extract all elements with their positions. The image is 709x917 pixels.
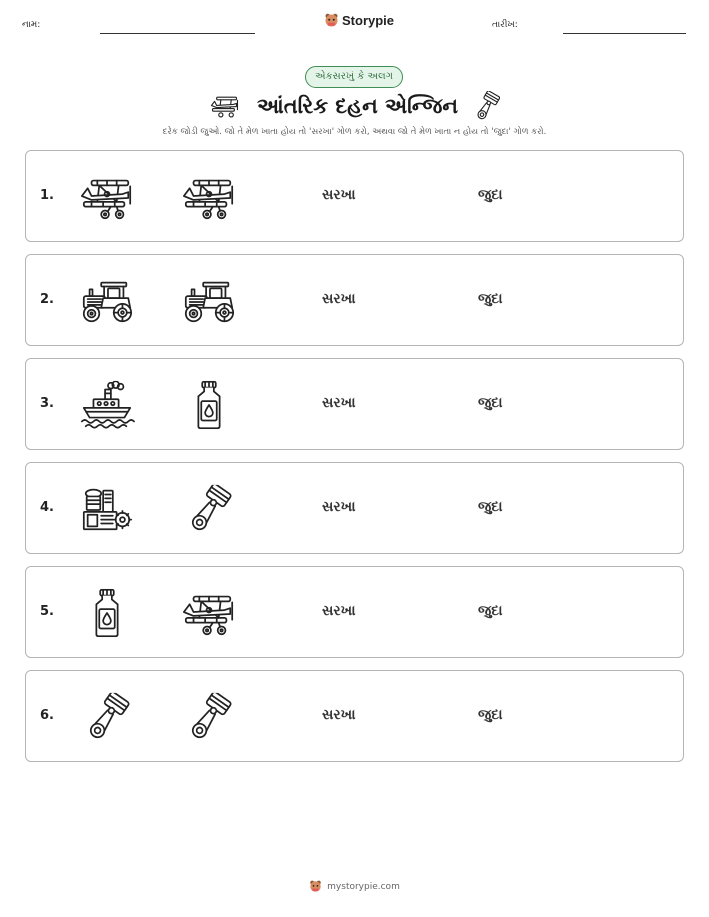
instructions: દરેક જોડી જુઓ. જો તે મેળ ખાતા હોય તો 'સરખા' ગોળ કરો, અથવા જો તે મેળ ખાતા ન હોય તો 'જુદા' ગોળ કરો. [162, 127, 547, 137]
option-same[interactable]: સરખા [322, 395, 356, 411]
date-label: તારીખ: [492, 20, 518, 30]
option-same[interactable]: સરખા [322, 499, 356, 515]
title-row [0, 88, 709, 124]
name-line[interactable] [100, 33, 255, 34]
pair-row-4 [25, 462, 684, 554]
pair-row-1 [25, 150, 684, 242]
oil-bottle-icon [180, 379, 238, 431]
name-label: નામ: [22, 20, 41, 30]
oil-bottle-icon [78, 587, 136, 639]
piston-icon [180, 483, 238, 535]
option-different[interactable]: જુદા [478, 707, 503, 723]
piston-icon [474, 91, 500, 121]
storypie-logo [324, 13, 394, 28]
option-different[interactable]: જુદા [478, 603, 503, 619]
row-number: 5. [40, 604, 54, 619]
worksheet-title: આંતરિક દહન એન્જિન [257, 93, 458, 118]
date-line[interactable] [563, 33, 686, 34]
biplane-icon [78, 171, 136, 223]
row-number: 1. [40, 188, 54, 203]
biplane-icon [180, 587, 238, 639]
brand-name: Storypie [342, 13, 395, 28]
option-same[interactable]: સરખા [322, 603, 356, 619]
option-different[interactable]: જુદા [478, 395, 503, 411]
option-different[interactable]: જુદા [478, 499, 503, 515]
piston-icon [180, 691, 238, 743]
pair-row-3 [25, 358, 684, 450]
option-same[interactable]: સરખા [322, 291, 356, 307]
piston-icon [78, 691, 136, 743]
pair-row-2 [25, 254, 684, 346]
row-number: 3. [40, 396, 54, 411]
row-number: 4. [40, 500, 54, 515]
biplane-icon [180, 171, 238, 223]
option-same[interactable]: સરખા [322, 707, 356, 723]
biplane-icon [209, 93, 241, 119]
pair-row-5 [25, 566, 684, 658]
option-different[interactable]: જુદા [478, 187, 503, 203]
storypie-mascot-icon [324, 13, 339, 28]
row-number: 2. [40, 292, 54, 307]
footer [0, 880, 709, 893]
storypie-mascot-icon [309, 880, 322, 893]
engine-icon [78, 483, 136, 535]
option-different[interactable]: જુદા [478, 291, 503, 307]
option-same[interactable]: સરખા [322, 187, 356, 203]
footer-url: mystorypie.com [327, 881, 400, 892]
worksheet-type-badge: એકસરખું કે અલગ [305, 66, 403, 88]
steamboat-icon [78, 379, 136, 431]
pair-row-6 [25, 670, 684, 762]
tractor-icon [78, 275, 136, 327]
tractor-icon [180, 275, 238, 327]
row-number: 6. [40, 708, 54, 723]
